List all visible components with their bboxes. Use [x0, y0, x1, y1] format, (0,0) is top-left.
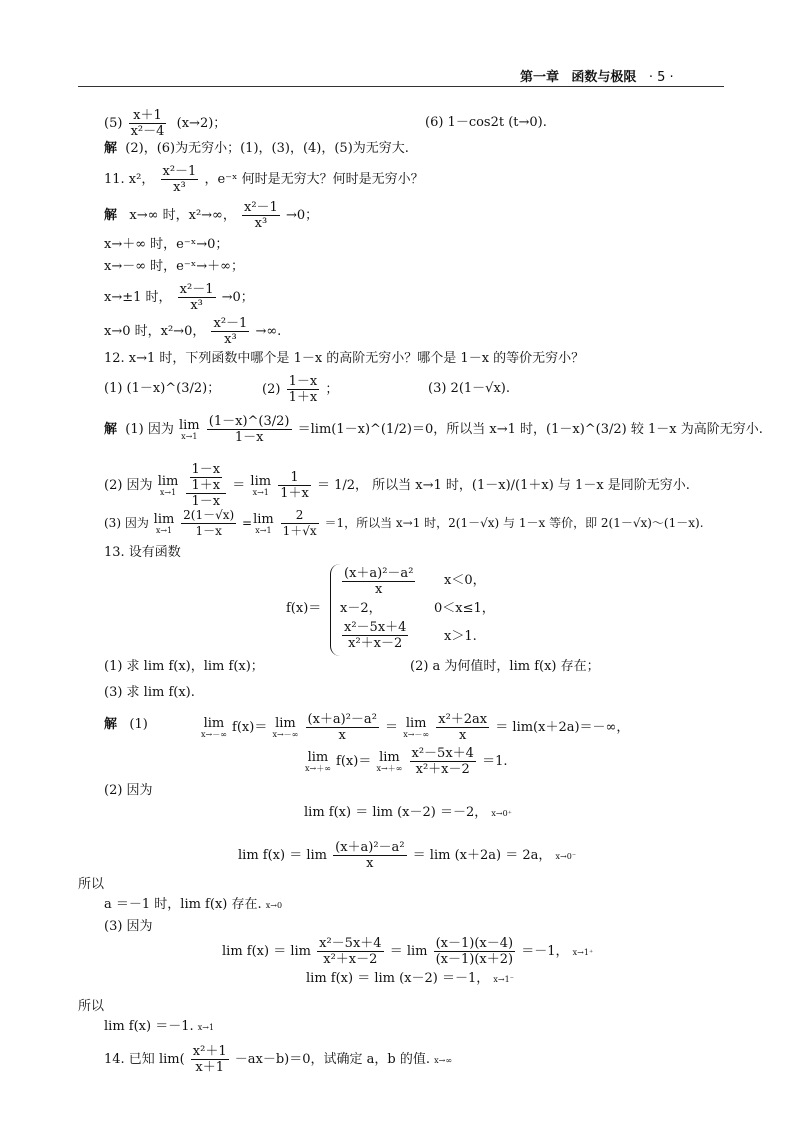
- p12-question: 12. x→1 时，下列函数中哪个是 1－x 的高阶无穷小？哪个是 1－x 的等价无穷小？: [104, 351, 585, 366]
- limit: lim x→－∞: [272, 715, 299, 739]
- p11-sol-line5: x→0 时，x²→0， $\frac{\text{x²－1}}{\text{x³}}$ →∞.: [104, 316, 282, 347]
- p13-sol3-label: (3) 因为: [104, 919, 153, 934]
- p13-fx: f(x)＝: [286, 601, 322, 616]
- limit: lim x→1: [153, 511, 175, 535]
- p13-sol2-line1: lim f(x) ＝ lim (x－2) ＝－2， x→0⁺: [304, 805, 512, 820]
- p12-option2: (2) $\frac{1-x}{1+x}$ ；: [262, 374, 339, 405]
- p11-sol-line4: x→±1 时， $\frac{\text{x²－1}}{\text{x³}}$ →0；: [104, 282, 254, 313]
- p10-item6: (6) 1－cos2t (t→0).: [425, 115, 547, 130]
- frac: $\frac{2(1-√x)}{1-x}$: [183, 508, 235, 538]
- chapter-label: 第一章: [520, 70, 560, 85]
- limit: lim x→1: [178, 417, 200, 441]
- frac: $\frac{2}{1+√x}$: [282, 508, 317, 538]
- frac: $\frac{\text{x²＋1}}{x+1}$: [192, 1044, 227, 1075]
- p11-question: 11. x²， $\frac{\text{x²－1}}{\text{x³}}$ ，e⁻ˣ 何时是无穷大？何时是无穷小？: [104, 164, 424, 195]
- p13-case3-cond: x＞1.: [444, 629, 477, 644]
- limit: lim x→1: [250, 473, 272, 497]
- limit: lim x→1: [157, 473, 179, 497]
- frac: $\frac{\text{x²－5x＋4}}{\text{x²＋x－2}}$: [344, 620, 407, 651]
- p13-sol3-result: lim f(x) ＝－1. x→1: [104, 1019, 215, 1034]
- p12-option3: (3) 2(1－√x).: [428, 381, 510, 396]
- frac: $\frac{\text{x²－5x＋4}}{\text{x²＋x－2}}$: [319, 936, 382, 967]
- frac: $\frac{\text{(x＋a)²－a²}}{x}$: [307, 712, 377, 743]
- running-header: [520, 66, 674, 85]
- p13-case3: [340, 620, 410, 651]
- frac: $\frac{(x-1)(x-4)}{(x-1)(x+2)}$: [435, 936, 514, 967]
- p13-sol2-line2: lim f(x) ＝ lim $\frac{\text{(x＋a)²－a²}}{x}$ ＝ lim (x＋2a) ＝ 2a， x→0⁻: [238, 840, 577, 871]
- limit: lim x→－∞: [201, 715, 227, 739]
- header-rule: [78, 86, 724, 87]
- p10-item5: (5) $\frac{x+1}{\text{x²－4}}$ (x→2)；: [104, 108, 227, 139]
- p11-sol-line1: 解 x→∞ 时，x²→∞， $\frac{\text{x²－1}}{\text{x³}}$ →0；: [104, 200, 319, 231]
- p10-solution: 解 (2)，(6)为无穷小；(1)，(3)，(4)，(5)为无穷大.: [104, 141, 409, 156]
- p12-sol3: (3) 因为 lim x→1 $\frac{2(1-√x)}{1-x}$ = lim x→1 $\frac{2}{1+√x}$ ＝1，所以当 x→1 时，2(1－√x) 与 1－x 等价，即 2(1－√x)～(1－x).: [104, 508, 704, 538]
- p11-sol-line2: x→＋∞ 时，e⁻ˣ→0；: [104, 237, 229, 252]
- limit: lim x→＋∞: [305, 749, 331, 773]
- frac: $\frac{\text{x²－1}}{\text{x³}}$: [213, 316, 248, 347]
- p13-case2-cond: 0＜x≤1，: [434, 601, 495, 616]
- limit: lim x→1: [253, 511, 274, 535]
- frac: $\frac{(1-x)\^{}(3/2)}{1-x}$: [208, 414, 290, 445]
- p13-ask2: (2) a 为何值时，lim f(x) 存在；: [410, 659, 600, 674]
- frac: $\frac{\text{x²－1}}{\text{x³}}$: [244, 200, 278, 231]
- limit: lim x→＋∞: [376, 749, 403, 773]
- p13-case1: [340, 566, 417, 597]
- frac: $\frac{1-x}{1+x}$: [288, 374, 318, 405]
- frac: $\frac{\text{(x＋a)²－a²}}{x}$: [344, 566, 414, 597]
- p13-sol1-line1: lim x→－∞ f(x)＝ lim x→－∞ $\frac{\text{(x＋a)²－a²}}{x}$ ＝ lim x→－∞ $\frac{\text{x²＋2ax}}{x}$ ＝ lim(x＋2a)＝－∞，: [201, 712, 630, 743]
- p13-so2: 所以: [78, 999, 105, 1014]
- p12-sol1: 解 (1) 因为 lim x→1 $\frac{(1-x)\^{}(3/2)}{1-x}$ ＝lim(1－x)^(1/2)＝0，所以当 x→1 时，(1－x)^(3/2) 较 1－x 为高阶无穷小.: [104, 414, 763, 445]
- p11-sol-line3: x→－∞ 时，e⁻ˣ→＋∞；: [104, 259, 244, 274]
- p13-sol1-line2: lim x→＋∞ f(x)＝ lim x→＋∞ $\frac{\text{x²－5x＋4}}{\text{x²＋x－2}}$ ＝1.: [305, 746, 508, 777]
- frac: $\frac{\text{(x＋a)²－a²}}{x}$: [335, 840, 405, 871]
- p13-sol2-label: (2) 因为: [104, 783, 153, 798]
- p13-case1-cond: x＜0，: [444, 573, 486, 588]
- limit: lim x→－∞: [403, 715, 430, 739]
- frac: $\frac{x+1}{\text{x²－4}}$: [130, 108, 165, 139]
- p13-ask3: (3) 求 lim f(x).: [104, 685, 195, 700]
- chapter-title: 函数与极限: [571, 70, 637, 85]
- p13-sol-label: 解 (1): [104, 717, 148, 732]
- frac: $\frac{\text{x²－1}}{\text{x³}}$: [162, 164, 197, 195]
- frac: $\frac{\frac{1-x}{1+x}}{1-x}$: [186, 462, 227, 509]
- page-number: · 5 ·: [648, 70, 674, 85]
- p13-ask1: (1) 求 lim f(x)，lim f(x)；: [104, 659, 264, 674]
- p12-sol2: (2) 因为 lim x→1 $\frac{\frac{1-x}{1+x}}{1-x}$ ＝ lim x→1 $\frac{1}{1+x}$ ＝ 1/2， 所以当 x→1 时，(1－x)/(1＋x) 与 1－x 是同阶无穷小.: [104, 462, 690, 509]
- frac: $\frac{\text{x²－1}}{\text{x³}}$: [179, 282, 214, 313]
- frac: $\frac{\text{x²－5x＋4}}{\text{x²＋x－2}}$: [411, 746, 474, 777]
- p13-case2: x－2，: [340, 601, 382, 616]
- p12-option1: (1) (1－x)^(3/2)；: [104, 381, 221, 396]
- p13-sol3-line1: lim f(x) ＝ lim $\frac{\text{x²－5x＋4}}{\text{x²＋x－2}}$ ＝ lim $\frac{(x-1)(x-4)}{(x-1)(x+2)}$ ＝－1， x→1⁺: [222, 936, 594, 967]
- p14-question: 14. 已知 lim( $\frac{\text{x²＋1}}{x+1}$ －ax－b)＝0，试确定 a，b 的值. x→∞: [104, 1044, 453, 1075]
- p13-sol3-line2: lim f(x) ＝ lim (x－2) ＝－1， x→1⁻: [306, 971, 514, 986]
- frac: $\frac{\text{x²＋2ax}}{x}$: [438, 712, 488, 743]
- p13-question: 13. 设有函数: [104, 545, 181, 560]
- frac: $\frac{1}{1+x}$: [280, 470, 309, 501]
- p13-sol2-result: a ＝－1 时，lim f(x) 存在. x→0: [104, 897, 283, 912]
- p13-so1: 所以: [78, 877, 105, 892]
